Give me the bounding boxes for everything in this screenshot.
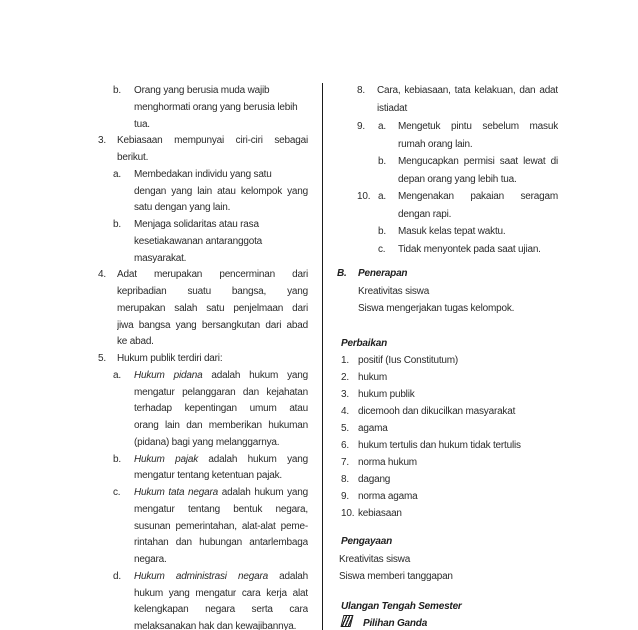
line-text <box>134 585 308 602</box>
bold-italic-heading: Ulangan Tengah Semester <box>341 601 462 612</box>
line-text <box>398 223 558 240</box>
regular-text: rintahan dan hubungan antarlembaga <box>134 537 308 548</box>
regular-text: norma hukum <box>358 457 417 468</box>
line-text <box>358 352 558 369</box>
line-text <box>134 99 308 116</box>
line-text <box>134 216 308 233</box>
text-line <box>337 420 558 437</box>
text-line <box>337 454 558 471</box>
line-text <box>358 454 558 471</box>
italic-text: Hukum tata negara <box>134 487 218 498</box>
line-text <box>398 206 558 223</box>
line-text <box>358 369 558 386</box>
list-marker: 8. <box>357 85 365 96</box>
line-text <box>358 300 558 317</box>
regular-text: positif (Ius Constitutum) <box>358 355 459 366</box>
line-text <box>134 451 308 468</box>
text-line <box>337 488 558 505</box>
text-line <box>337 153 558 170</box>
text-line <box>98 300 308 317</box>
regular-text: Tidak menyontek pada saat ujian. <box>398 244 541 255</box>
text-line <box>337 188 558 205</box>
regular-text: hukum tertulis dan hukum tidak tertulis <box>358 440 521 451</box>
regular-text: susunan pemerintahan, alat-alat peme- <box>134 521 308 532</box>
text-line <box>98 149 308 166</box>
regular-text: berikut. <box>117 152 149 163</box>
regular-text: istiadat <box>377 103 408 114</box>
list-marker: c. <box>113 487 121 498</box>
regular-text: Kreativitas siswa <box>339 554 411 565</box>
text-line <box>337 118 558 135</box>
text-line <box>337 471 558 488</box>
regular-text: Hukum publik terdiri dari: <box>117 353 223 364</box>
regular-text: ke abad. <box>117 336 154 347</box>
regular-text: Mengetuk pintu sebelum masuk <box>398 121 558 132</box>
line-text <box>134 467 308 484</box>
text-line <box>98 350 308 367</box>
regular-text: hukum <box>358 372 388 383</box>
text-line <box>337 82 558 99</box>
line-text <box>398 188 558 205</box>
line-text <box>134 384 308 401</box>
line-text <box>117 149 308 166</box>
list-marker: b. <box>378 226 386 237</box>
text-line <box>98 82 308 99</box>
line-text <box>377 82 558 99</box>
list-marker: b. <box>113 219 121 230</box>
line-text <box>377 100 558 117</box>
text-line <box>337 100 558 117</box>
left-text-column <box>98 0 308 630</box>
line-text <box>398 153 558 170</box>
line-text <box>358 420 558 437</box>
list-marker: B. <box>337 268 347 279</box>
line-text <box>341 598 541 615</box>
text-line <box>98 467 308 484</box>
text-line <box>98 518 308 535</box>
line-text <box>134 400 308 417</box>
regular-text: dengan yang lain atau kelompok yang <box>134 186 308 197</box>
regular-text: kesetiakawanan antaranggota <box>134 236 263 247</box>
line-text <box>117 266 308 283</box>
line-text <box>134 551 308 568</box>
text-line <box>98 417 308 434</box>
text-line <box>98 618 308 630</box>
regular-text: norma agama <box>358 491 418 502</box>
bold-italic-heading: Pilihan Ganda <box>363 618 428 629</box>
line-text <box>398 118 558 135</box>
regular-text: satu dengan yang lain. <box>134 202 231 213</box>
text-line <box>98 266 308 283</box>
list-marker: 3. <box>341 389 349 400</box>
text-line <box>98 199 308 216</box>
text-line <box>98 317 308 334</box>
line-text <box>134 501 308 518</box>
line-text <box>134 233 308 250</box>
text-line <box>98 99 308 116</box>
line-text <box>134 82 308 99</box>
list-marker: 10. <box>357 191 371 202</box>
line-text <box>339 568 539 585</box>
line-text <box>341 533 541 550</box>
text-line <box>337 171 558 188</box>
line-text <box>134 568 308 585</box>
text-line <box>98 233 308 250</box>
list-marker: 1. <box>341 355 349 366</box>
list-marker: 9. <box>357 121 365 132</box>
text-line <box>98 166 308 183</box>
italic-text: Hukum pidana <box>134 370 203 381</box>
regular-text: masyarakat. <box>134 253 187 264</box>
text-line <box>337 551 558 568</box>
line-text <box>134 601 308 618</box>
text-line <box>337 403 558 420</box>
line-text <box>341 335 541 352</box>
regular-text: adalah hukum yang <box>218 487 308 498</box>
regular-text: kepribadian suatu bangsa, yang <box>117 286 308 297</box>
line-text <box>398 136 558 153</box>
text-line <box>337 386 558 403</box>
list-marker: b. <box>113 454 121 465</box>
list-marker: c. <box>378 244 386 255</box>
regular-text: Masuk kelas tepat waktu. <box>398 226 506 237</box>
line-text <box>398 241 558 258</box>
text-line <box>98 568 308 585</box>
column-divider-line <box>322 83 323 630</box>
line-text <box>358 386 558 403</box>
regular-text: adalah hukum yang <box>198 454 308 465</box>
line-text <box>117 132 308 149</box>
regular-text: Adat merupakan pencerminan dari <box>117 269 308 280</box>
line-text <box>134 484 308 501</box>
text-line <box>98 601 308 618</box>
line-text <box>358 265 558 282</box>
text-line <box>337 615 558 630</box>
notdef-box-icon <box>341 615 354 627</box>
text-line <box>98 116 308 133</box>
line-text <box>134 434 308 451</box>
list-marker: 3. <box>98 135 106 146</box>
missing-glyph-icon <box>342 615 352 630</box>
text-line <box>337 335 558 352</box>
text-line <box>337 241 558 258</box>
text-line <box>337 352 558 369</box>
regular-text: Orang yang berusia muda wajib <box>134 85 270 96</box>
list-marker: 7. <box>341 457 349 468</box>
regular-text: mengatur pelanggaran dan kejahatan <box>134 387 308 398</box>
regular-text: Membedakan individu yang satu <box>134 169 272 180</box>
list-marker: b. <box>378 156 386 167</box>
regular-text: agama <box>358 423 388 434</box>
text-line <box>98 333 308 350</box>
list-marker: a. <box>378 121 386 132</box>
text-line <box>337 300 558 317</box>
list-marker: 5. <box>341 423 349 434</box>
line-text <box>358 505 558 522</box>
regular-text: hukum yang mengatur cara kerja alat <box>134 588 308 599</box>
text-line <box>98 216 308 233</box>
list-marker: 4. <box>341 406 349 417</box>
line-text <box>363 615 558 630</box>
regular-text: Kreativitas siswa <box>358 286 430 297</box>
regular-text: orang lain dan memberikan hukuman <box>134 420 308 431</box>
regular-text: kebiasaan <box>358 508 402 519</box>
text-line <box>98 367 308 384</box>
text-line <box>98 501 308 518</box>
text-line <box>98 183 308 200</box>
list-marker: 6. <box>341 440 349 451</box>
regular-text: adalah hukum yang <box>202 370 308 381</box>
list-marker: a. <box>113 169 121 180</box>
text-line <box>337 265 558 282</box>
text-line <box>337 223 558 240</box>
line-text <box>134 417 308 434</box>
regular-text: Siswa mengerjakan tugas kelompok. <box>358 303 515 314</box>
regular-text: Cara, kebiasaan, tata kelakuan, dan adat <box>377 85 558 96</box>
text-line <box>98 434 308 451</box>
regular-text: (pidana) bagi yang melanggarnya. <box>134 437 280 448</box>
text-line <box>98 283 308 300</box>
line-text <box>117 333 308 350</box>
list-marker: 10. <box>341 508 355 519</box>
line-text <box>134 166 308 183</box>
line-text <box>134 618 308 630</box>
text-line <box>337 598 558 615</box>
text-line <box>337 533 558 550</box>
text-line <box>337 136 558 153</box>
line-text <box>134 534 308 551</box>
text-line <box>337 369 558 386</box>
regular-text: dagang <box>358 474 391 485</box>
regular-text: mengatur tentang bentuk negara, <box>134 504 308 515</box>
line-text <box>117 300 308 317</box>
line-text <box>358 471 558 488</box>
regular-text: tua. <box>134 119 150 130</box>
text-line <box>337 437 558 454</box>
regular-text: depan orang yang lebih tua. <box>398 174 517 185</box>
line-text <box>358 437 558 454</box>
line-text <box>134 183 308 200</box>
text-line <box>98 534 308 551</box>
text-line <box>337 505 558 522</box>
text-line <box>98 551 308 568</box>
regular-text: negara. <box>134 554 167 565</box>
line-text <box>117 283 308 300</box>
line-text <box>134 199 308 216</box>
bold-italic-heading: Pengayaan <box>341 536 393 547</box>
text-line <box>98 400 308 417</box>
regular-text: dicemooh dan dikucilkan masyarakat <box>358 406 516 417</box>
italic-text: Hukum administrasi negara <box>134 571 268 582</box>
line-text <box>398 171 558 188</box>
regular-text: Menjaga solidaritas atau rasa <box>134 219 259 230</box>
right-text-column <box>337 0 558 630</box>
list-marker: 8. <box>341 474 349 485</box>
line-text <box>134 116 308 133</box>
regular-text: kelengkapan negara serta cara <box>134 604 308 615</box>
line-text <box>358 283 558 300</box>
list-marker: a. <box>113 370 121 381</box>
regular-text: jiwa bangsa yang bersangkutan dari abad <box>117 320 308 331</box>
regular-text: terhadap kepentingan umum atau <box>134 403 308 414</box>
text-line <box>98 384 308 401</box>
list-marker: a. <box>378 191 386 202</box>
line-text <box>339 551 539 568</box>
list-marker: 5. <box>98 353 106 364</box>
regular-text: Mengenakan pakaian seragam <box>398 191 558 202</box>
bold-italic-heading: Perbaikan <box>341 338 388 349</box>
bold-italic-heading: Penerapan <box>358 268 408 279</box>
regular-text: rumah orang lain. <box>398 139 473 150</box>
italic-text: Hukum pajak <box>134 454 198 465</box>
line-text <box>358 488 558 505</box>
regular-text: Siswa memberi tanggapan <box>339 571 453 582</box>
line-text <box>134 518 308 535</box>
text-line <box>337 283 558 300</box>
list-marker: 9. <box>341 491 349 502</box>
regular-text: merupakan salah satu penjelmaan dari <box>117 303 308 314</box>
line-text <box>117 317 308 334</box>
regular-text: mengatur tentang ketentuan pajak. <box>134 470 282 481</box>
line-text <box>134 250 308 267</box>
regular-text: adalah <box>267 571 308 582</box>
list-marker: 2. <box>341 372 349 383</box>
list-marker: 4. <box>98 269 106 280</box>
line-text <box>358 403 558 420</box>
line-text <box>134 367 308 384</box>
text-line <box>337 568 558 585</box>
text-line <box>98 250 308 267</box>
regular-text: Mengucapkan permisi saat lewat di <box>398 156 558 167</box>
text-line <box>98 132 308 149</box>
regular-text: Kebiasaan mempunyai ciri-ciri sebagai <box>117 135 308 146</box>
regular-text: menghormati orang yang berusia lebih <box>134 102 298 113</box>
regular-text: dengan rapi. <box>398 209 452 220</box>
text-line <box>337 206 558 223</box>
text-line <box>98 451 308 468</box>
text-line <box>98 484 308 501</box>
line-text <box>117 350 308 367</box>
list-marker: b. <box>113 85 121 96</box>
regular-text: melaksanakan hak dan kewajibannya. <box>134 621 297 630</box>
regular-text: hukum publik <box>358 389 415 400</box>
list-marker: d. <box>113 571 121 582</box>
text-line <box>98 585 308 602</box>
